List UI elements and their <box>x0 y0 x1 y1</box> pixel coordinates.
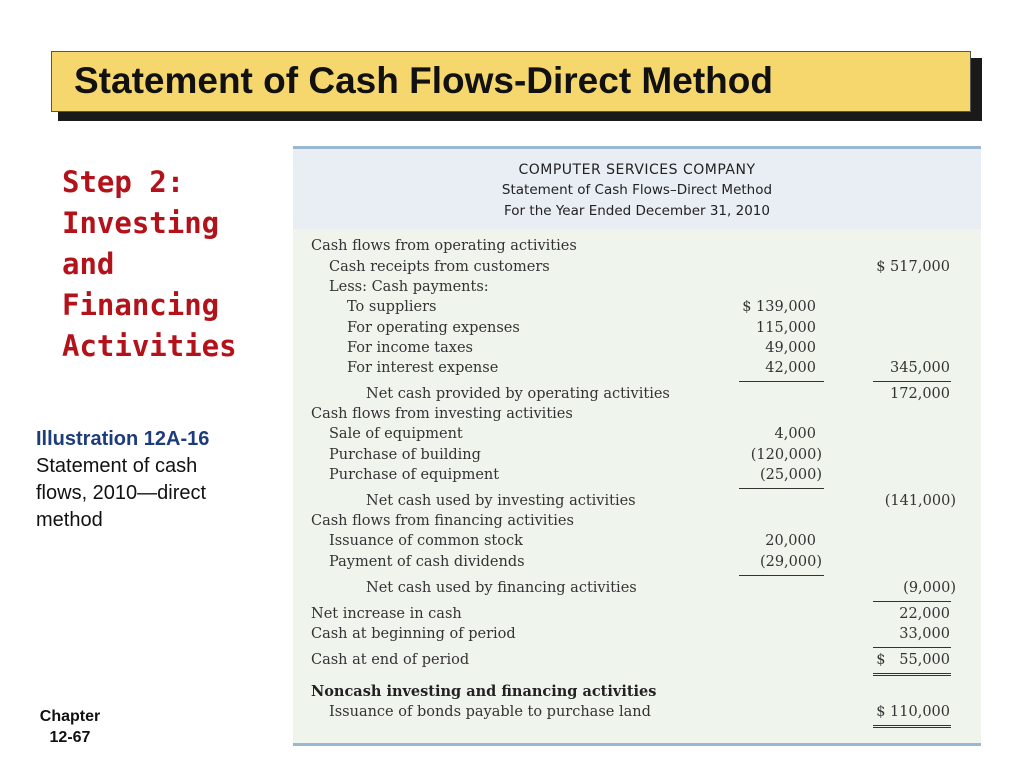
row-total: 33,000 <box>899 626 950 642</box>
subtotal-rule <box>739 488 824 489</box>
row-label: Net increase in cash <box>311 606 462 622</box>
row-total: $ 517,000 <box>876 259 950 275</box>
subtotal-rule <box>873 601 951 602</box>
row-amount: (29,000) <box>759 554 822 570</box>
chapter-label: Chapter <box>39 708 101 725</box>
subtotal-rule <box>873 647 951 648</box>
statement-row <box>293 360 981 380</box>
slide-title: Statement of Cash Flows-Direct Method <box>74 60 773 101</box>
statement-row <box>293 426 981 446</box>
row-label: Sale of equipment <box>329 426 463 442</box>
row-label: Cash at end of period <box>311 652 470 668</box>
statement-row <box>293 259 981 279</box>
statement-row <box>293 606 981 626</box>
row-total: 172,000 <box>890 386 950 402</box>
row-total: $ 55,000 <box>876 652 950 668</box>
row-label: Net cash provided by operating activities <box>366 386 670 402</box>
illustration-caption <box>36 426 266 534</box>
statement-row <box>293 467 981 487</box>
total-double-rule <box>873 673 951 676</box>
row-label: Cash flows from operating activities <box>311 238 577 254</box>
row-amount: 20,000 <box>765 533 816 549</box>
step-line: Investing <box>62 206 220 240</box>
row-label: Net cash used by investing activities <box>366 493 636 509</box>
statement-row <box>293 386 981 406</box>
subtotal-rule <box>739 575 824 576</box>
subtotal-rule <box>739 381 824 382</box>
row-label: Net cash used by financing activities <box>366 580 637 596</box>
statement-period: For the Year Ended December 31, 2010 <box>504 203 770 219</box>
row-label: Cash receipts from customers <box>329 259 550 275</box>
row-label: Issuance of bonds payable to purchase land <box>329 704 651 720</box>
statement-row <box>293 533 981 553</box>
step-line: Step 2: <box>62 165 185 199</box>
illustration-title: Illustration 12A-16 <box>36 428 210 450</box>
row-label: For interest expense <box>347 360 499 376</box>
statement-row <box>293 704 981 724</box>
statement-subtitle: Statement of Cash Flows–Direct Method <box>501 182 773 198</box>
row-total: 345,000 <box>890 360 950 376</box>
illustration-line: flows, 2010—direct <box>36 482 207 504</box>
company-name: COMPUTER SERVICES COMPANY <box>518 162 756 178</box>
row-amount: 49,000 <box>765 340 816 356</box>
statement-row <box>293 626 981 646</box>
row-label: Cash flows from investing activities <box>311 406 573 422</box>
row-total: $ 110,000 <box>876 704 950 720</box>
row-amount: (120,000) <box>750 447 822 463</box>
title-banner <box>51 51 971 112</box>
statement-row <box>293 652 981 672</box>
statement-row <box>293 554 981 574</box>
statement-row <box>293 683 981 703</box>
row-label: Purchase of equipment <box>329 467 500 483</box>
statement-row <box>293 447 981 467</box>
row-amount: 4,000 <box>774 426 816 442</box>
illustration-line: method <box>36 509 103 531</box>
statement-row <box>293 320 981 340</box>
statement-row <box>293 279 981 299</box>
subtotal-rule <box>873 381 951 382</box>
row-total: (9,000) <box>903 580 956 596</box>
illustration-line: Statement of cash <box>36 455 198 477</box>
statement-row <box>293 238 981 258</box>
row-label: Issuance of common stock <box>329 533 523 549</box>
row-label: For income taxes <box>347 340 473 356</box>
statement-row <box>293 299 981 319</box>
row-amount: $ 139,000 <box>742 299 816 315</box>
step-heading <box>62 162 282 367</box>
statement-row <box>293 493 981 513</box>
row-amount: 115,000 <box>756 320 816 336</box>
row-label: Less: Cash payments: <box>329 279 489 295</box>
cash-flow-statement <box>293 146 981 746</box>
statement-row <box>293 340 981 360</box>
row-amount: (25,000) <box>759 467 822 483</box>
section-heading: Noncash investing and financing activities <box>311 683 657 700</box>
row-label: Payment of cash dividends <box>329 554 525 570</box>
row-label: For operating expenses <box>347 320 520 336</box>
chapter-number: 12-67 <box>49 729 91 746</box>
total-double-rule <box>873 725 951 728</box>
row-label: Cash flows from financing activities <box>311 513 574 529</box>
row-label: To suppliers <box>347 299 437 315</box>
statement-row <box>293 513 981 533</box>
row-amount: 42,000 <box>765 360 816 376</box>
step-line: Financing <box>62 288 220 322</box>
statement-header <box>293 149 981 229</box>
row-total: (141,000) <box>884 493 956 509</box>
row-label: Purchase of building <box>329 447 481 463</box>
step-line: Activities <box>62 329 237 363</box>
statement-row <box>293 406 981 426</box>
statement-row <box>293 580 981 600</box>
row-label: Cash at beginning of period <box>311 626 516 642</box>
chapter-footer <box>30 706 110 748</box>
step-line: and <box>62 247 115 281</box>
row-total: 22,000 <box>899 606 950 622</box>
